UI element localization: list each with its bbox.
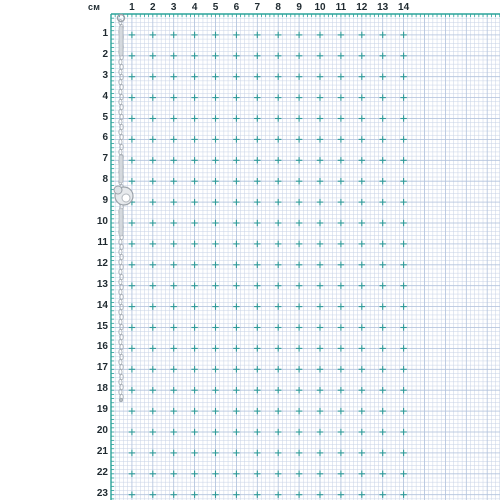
x-tick-label: 2: [150, 2, 156, 13]
chain-bar: [119, 26, 123, 56]
chain-link: [120, 334, 123, 339]
chain-bar: [119, 155, 123, 183]
chain-link: [120, 64, 123, 69]
clasp-gem: [122, 194, 130, 202]
y-tick-label: 15: [96, 320, 108, 332]
y-tick-label: 22: [96, 466, 108, 478]
chain-link: [120, 324, 123, 329]
x-tick-label: 4: [191, 2, 198, 13]
chain-bar: [119, 208, 123, 236]
y-tick-label: 9: [102, 195, 108, 207]
x-tick-label: 1: [129, 2, 135, 13]
y-tick-label: 12: [96, 257, 108, 269]
y-tick-label: 21: [96, 445, 108, 457]
y-tick-label: 6: [102, 132, 108, 144]
y-tick-label: 17: [96, 362, 108, 374]
chain-link: [120, 374, 123, 379]
chain-link: [120, 144, 123, 149]
x-tick-label: 3: [170, 2, 177, 13]
chain-link: [120, 94, 123, 99]
y-tick-label: 23: [96, 487, 108, 499]
y-tick-label: 5: [102, 111, 108, 123]
x-tick-label: 11: [335, 2, 347, 13]
y-tick-label: 11: [97, 236, 108, 248]
y-tick-label: 7: [102, 153, 108, 165]
y-tick-label: 14: [96, 299, 108, 311]
y-tick-label: 2: [102, 48, 108, 60]
y-tick-label: 8: [102, 174, 108, 186]
y-tick-label: 1: [102, 27, 108, 39]
chain-link: [120, 384, 123, 389]
x-tick-label: 10: [314, 2, 326, 13]
chain-link: [120, 344, 123, 349]
chain-link: [120, 274, 123, 279]
minor-grid: [111, 14, 500, 500]
y-tick-label: 13: [96, 278, 108, 290]
chain-link: [120, 284, 123, 289]
chain-link: [120, 254, 123, 259]
chain-end: [119, 398, 123, 402]
x-tick-label: 6: [233, 2, 240, 13]
x-tick-label: 9: [296, 2, 302, 13]
y-tick-label: 4: [102, 90, 108, 102]
x-tick-label: 13: [377, 2, 389, 13]
y-tick-label: 16: [96, 341, 108, 353]
y-tick-label: 18: [96, 383, 108, 395]
x-tick-label: 12: [356, 2, 368, 13]
x-tick-label: 7: [254, 2, 261, 13]
chain-link: [120, 244, 123, 249]
y-tick-label: 3: [102, 69, 108, 81]
unit-label: см: [88, 2, 101, 12]
x-tick-label: 5: [212, 2, 219, 13]
chain-link: [120, 294, 123, 299]
chain-link: [120, 104, 123, 109]
x-tick-label: 14: [398, 2, 410, 13]
y-tick-label: 10: [96, 216, 108, 227]
clasp-lobe: [114, 186, 122, 194]
x-tick-label: 8: [275, 2, 281, 13]
y-tick-label: 19: [96, 404, 108, 416]
y-tick-label: 20: [96, 425, 108, 436]
